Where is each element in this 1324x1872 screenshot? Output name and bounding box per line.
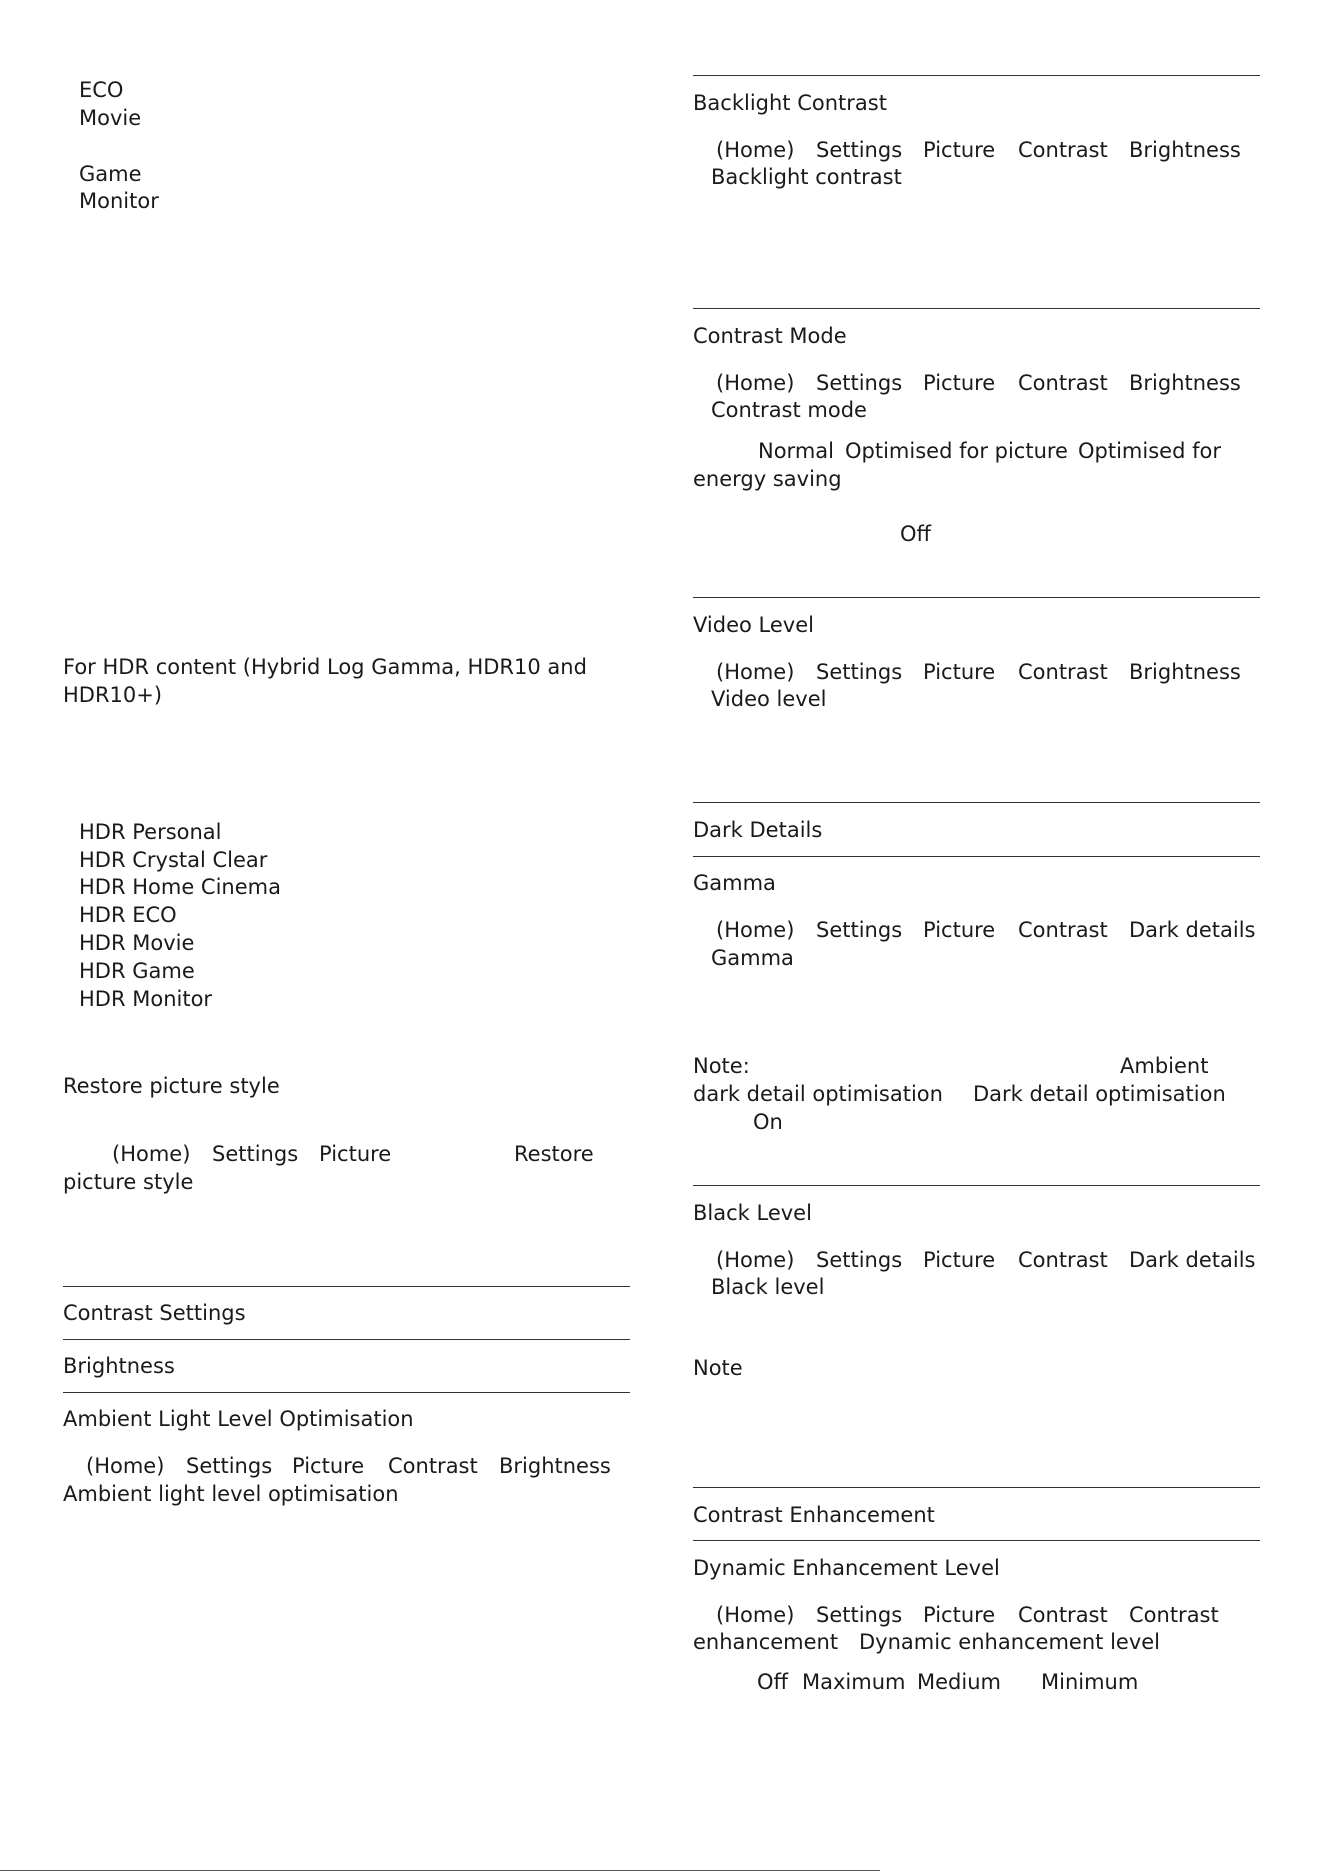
dynamic-option-minimum: Minimum: [1041, 1670, 1139, 1694]
restore-path-picture: Picture: [319, 1142, 392, 1166]
divider: [693, 802, 1260, 803]
contrast-mode-path-contrast: Contrast: [1018, 371, 1108, 395]
video-level-path-line-2: Video level: [711, 687, 827, 711]
contrast-mode-option-optimised-for: Optimised for: [1078, 439, 1221, 463]
restore-picture-style-title: Restore picture style: [63, 1074, 280, 1098]
dynamic-path-enhancement: enhancement: [693, 1630, 839, 1654]
contrast-settings-title: Contrast Settings: [63, 1301, 246, 1325]
dynamic-path-contrast: Contrast: [1018, 1603, 1108, 1627]
video-level-path-settings: Settings: [816, 660, 903, 684]
backlight-path-picture: Picture: [923, 138, 996, 162]
restore-path-settings: Settings: [212, 1142, 299, 1166]
ambient-path-home: (Home): [86, 1454, 165, 1478]
contrast-mode-path-line-2: Contrast mode: [711, 398, 867, 422]
style-item-game: Game: [79, 162, 142, 186]
contrast-mode-path-settings: Settings: [816, 371, 903, 395]
gamma-path-dark-details: Dark details: [1129, 918, 1256, 942]
divider: [693, 856, 1260, 857]
contrast-mode-path-picture: Picture: [923, 371, 996, 395]
black-level-path-contrast: Contrast: [1018, 1248, 1108, 1272]
divider: [693, 1487, 1260, 1488]
style-item-movie: Movie: [79, 106, 142, 130]
black-level-path-dark-details: Dark details: [1129, 1248, 1256, 1272]
ambient-light-title: Ambient Light Level Optimisation: [63, 1407, 414, 1431]
ambient-path-picture: Picture: [292, 1454, 365, 1478]
divider: [693, 597, 1260, 598]
restore-path-home: (Home): [112, 1142, 191, 1166]
divider: [693, 75, 1260, 76]
contrast-mode-title: Contrast Mode: [693, 324, 847, 348]
hdr-style-crystal-clear: HDR Crystal Clear: [79, 848, 268, 872]
divider: [63, 1339, 630, 1340]
black-level-title: Black Level: [693, 1201, 812, 1225]
dynamic-option-medium: Medium: [917, 1670, 1001, 1694]
gamma-path-home: (Home): [716, 918, 795, 942]
dynamic-option-off: Off: [757, 1670, 788, 1694]
hdr-intro-line-2: HDR10+): [63, 683, 163, 707]
contrast-mode-option-normal: Normal: [758, 439, 834, 463]
divider: [63, 1286, 630, 1287]
hdr-style-monitor: HDR Monitor: [79, 987, 213, 1011]
gamma-title: Gamma: [693, 871, 776, 895]
dynamic-path-contrast-enhancement: Contrast: [1129, 1603, 1219, 1627]
gamma-path-contrast: Contrast: [1018, 918, 1108, 942]
contrast-mode-path-home: (Home): [716, 371, 795, 395]
brightness-title: Brightness: [63, 1354, 175, 1378]
dynamic-path-settings: Settings: [816, 1603, 903, 1627]
dynamic-path-picture: Picture: [923, 1603, 996, 1627]
gamma-note-dark-detail-optimisation-2: Dark detail optimisation: [973, 1082, 1226, 1106]
gamma-path-line-2: Gamma: [711, 946, 794, 970]
dynamic-path-dynamic-enhancement-level: Dynamic enhancement level: [859, 1630, 1161, 1654]
backlight-path-settings: Settings: [816, 138, 903, 162]
divider: [63, 1392, 630, 1393]
divider: [693, 1185, 1260, 1186]
video-level-path-brightness: Brightness: [1129, 660, 1241, 684]
restore-path-restore: Restore: [514, 1142, 594, 1166]
contrast-enhancement-title: Contrast Enhancement: [693, 1503, 935, 1527]
ambient-path-contrast: Contrast: [388, 1454, 478, 1478]
page-bottom-rule: [0, 1870, 880, 1871]
backlight-path-brightness: Brightness: [1129, 138, 1241, 162]
black-level-path-line-2: Black level: [711, 1275, 825, 1299]
video-level-title: Video Level: [693, 613, 814, 637]
gamma-path-picture: Picture: [923, 918, 996, 942]
video-level-path-picture: Picture: [923, 660, 996, 684]
backlight-contrast-title: Backlight Contrast: [693, 91, 887, 115]
gamma-note-label: Note:: [693, 1054, 750, 1078]
black-level-path-settings: Settings: [816, 1248, 903, 1272]
video-level-path-contrast: Contrast: [1018, 660, 1108, 684]
backlight-path-contrast: Contrast: [1018, 138, 1108, 162]
hdr-intro-line-1: For HDR content (Hybrid Log Gamma, HDR10 and: [63, 655, 587, 679]
style-item-monitor: Monitor: [79, 189, 159, 213]
divider: [693, 308, 1260, 309]
black-level-path-home: (Home): [716, 1248, 795, 1272]
style-item-eco: ECO: [79, 78, 124, 102]
black-level-path-picture: Picture: [923, 1248, 996, 1272]
dynamic-enhancement-level-title: Dynamic Enhancement Level: [693, 1556, 1000, 1580]
dynamic-option-maximum: Maximum: [802, 1670, 906, 1694]
gamma-note-on: On: [753, 1110, 783, 1134]
hdr-style-movie: HDR Movie: [79, 931, 195, 955]
video-level-path-home: (Home): [716, 660, 795, 684]
backlight-path-home: (Home): [716, 138, 795, 162]
hdr-style-personal: HDR Personal: [79, 820, 222, 844]
hdr-style-home-cinema: HDR Home Cinema: [79, 875, 281, 899]
divider: [693, 1540, 1260, 1541]
ambient-path-brightness: Brightness: [499, 1454, 611, 1478]
ambient-path-line-2: Ambient light level optimisation: [63, 1482, 399, 1506]
gamma-note-dark-detail-optimisation: dark detail optimisation: [693, 1082, 943, 1106]
gamma-path-settings: Settings: [816, 918, 903, 942]
gamma-note-ambient: Ambient: [1120, 1054, 1209, 1078]
black-level-note-label: Note: [693, 1356, 743, 1380]
contrast-mode-option-off: Off: [900, 522, 931, 546]
restore-path-line-2: picture style: [63, 1170, 194, 1194]
contrast-mode-option-energy-saving: energy saving: [693, 467, 842, 491]
dark-details-title: Dark Details: [693, 818, 823, 842]
contrast-mode-option-optimised-picture: Optimised for picture: [845, 439, 1068, 463]
contrast-mode-path-brightness: Brightness: [1129, 371, 1241, 395]
hdr-style-game: HDR Game: [79, 959, 195, 983]
hdr-style-eco: HDR ECO: [79, 903, 177, 927]
dynamic-path-home: (Home): [716, 1603, 795, 1627]
ambient-path-settings: Settings: [186, 1454, 273, 1478]
backlight-path-line-2: Backlight contrast: [711, 165, 902, 189]
